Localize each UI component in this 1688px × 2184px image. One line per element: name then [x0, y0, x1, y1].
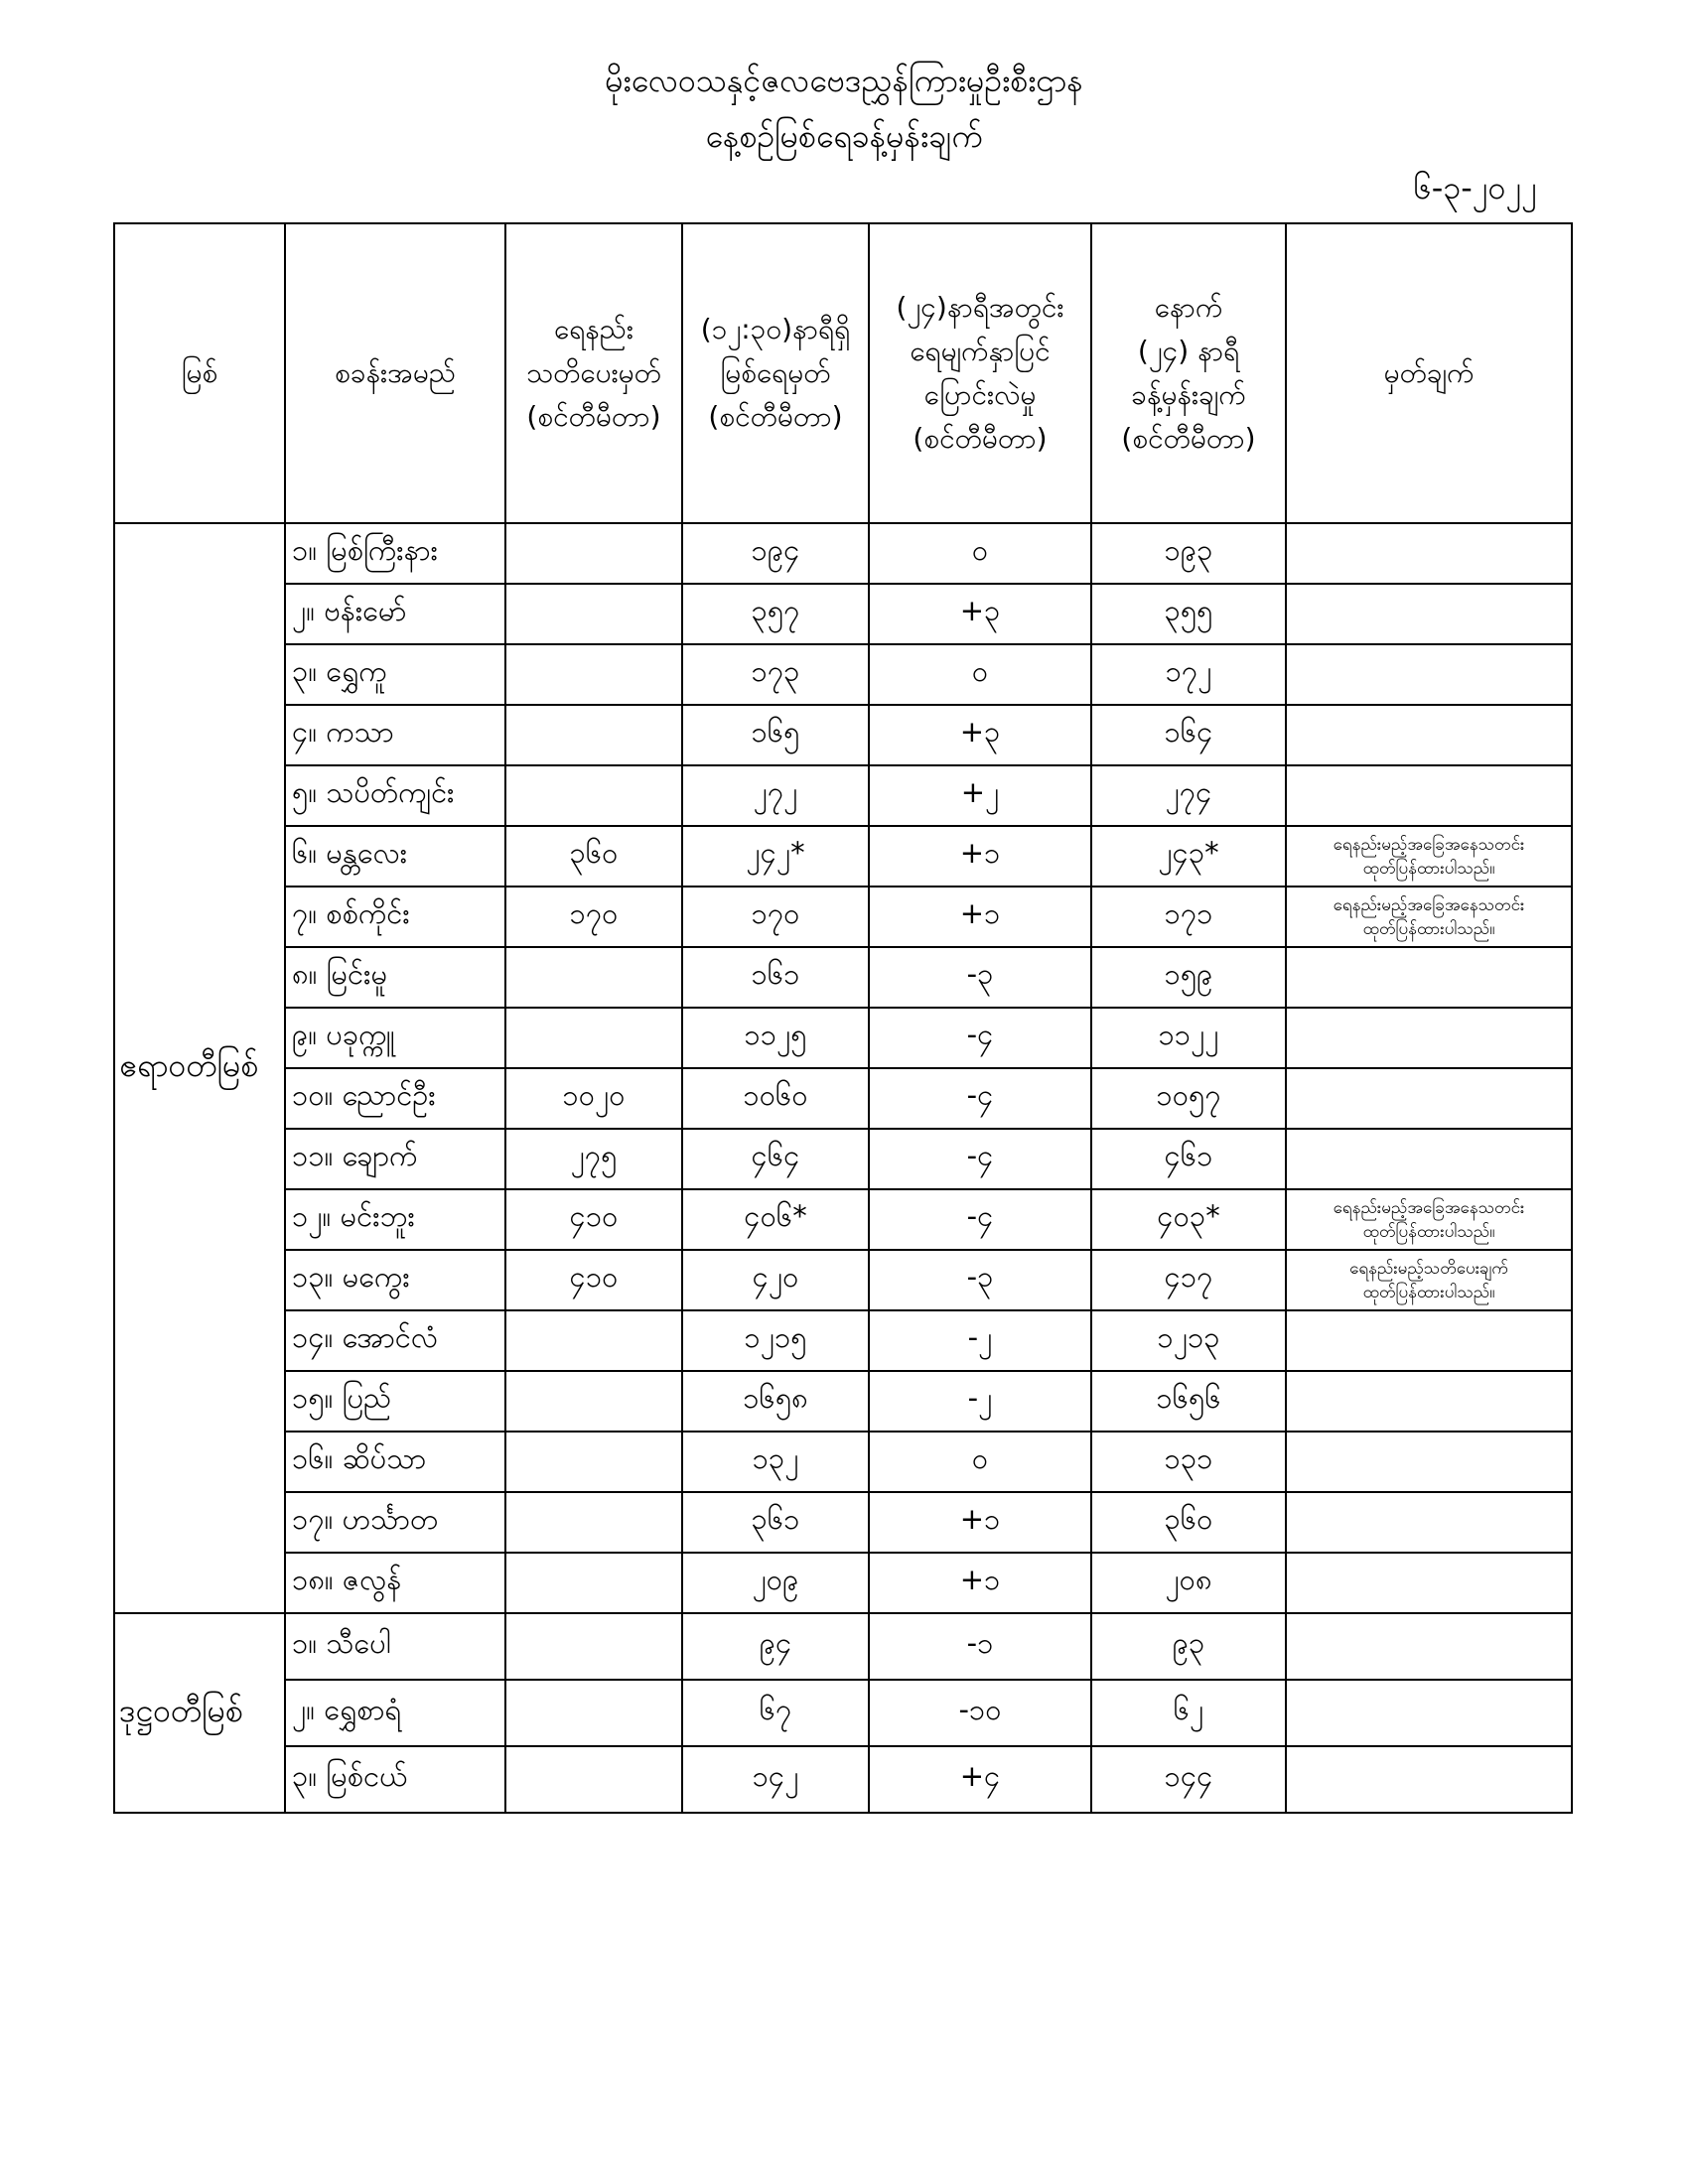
- table-row: [114, 887, 1572, 947]
- water-level-cell: ၉၄: [682, 1613, 869, 1680]
- table-row: [114, 765, 1572, 826]
- remark-line: ရေနည်းမည့်သတိပေးချက်: [1349, 1258, 1508, 1279]
- station-name: ၂။ ရွှေစာရံ: [285, 1680, 505, 1746]
- station-name: ၁၀။ ညောင်ဦး: [285, 1068, 505, 1129]
- danger-level-cell: ၄၁၀: [505, 1250, 682, 1310]
- remark-cell: [1286, 1746, 1572, 1813]
- forecast-cell: ၄၆၁: [1091, 1129, 1286, 1189]
- river-name: ဒုဋ္ဌဝတီမြစ်: [114, 1613, 285, 1813]
- water-level-cell: ၁၆၅: [682, 705, 869, 765]
- danger-level-cell: ၃၆၀: [505, 826, 682, 887]
- station-name: ၁၂။ မင်းဘူး: [285, 1189, 505, 1250]
- forecast-cell: ၉၃: [1091, 1613, 1286, 1680]
- water-level-cell: ၁၂၁၅: [682, 1310, 869, 1371]
- forecast-cell: ၄၁၇: [1091, 1250, 1286, 1310]
- change-cell: -၂: [869, 1371, 1091, 1432]
- danger-level-cell: [505, 523, 682, 584]
- forecast-cell: ၁၄၄: [1091, 1746, 1286, 1813]
- station-name: ၅။ သပိတ်ကျင်း: [285, 765, 505, 826]
- water-level-cell: ၄၂၀: [682, 1250, 869, 1310]
- remark-cell: [1286, 1250, 1572, 1310]
- header-water-level: (၁၂:၃၀)နာရီရှိ မြစ်ရေမှတ် (စင်တီမီတာ): [682, 223, 869, 523]
- header-remark: မှတ်ချက်: [1286, 223, 1572, 523]
- station-name: ၁၃။ မကွေး: [285, 1250, 505, 1310]
- danger-level-cell: [505, 584, 682, 644]
- table-row: [114, 826, 1572, 887]
- water-level-cell: ၁၄၂: [682, 1746, 869, 1813]
- station-name: ၁၄။ အောင်လံ: [285, 1310, 505, 1371]
- river-name: ဧရာဝတီမြစ်: [114, 523, 285, 1613]
- remark-cell: [1286, 705, 1572, 765]
- station-name: ၁။ မြစ်ကြီးနား: [285, 523, 505, 584]
- change-cell: -၄: [869, 1068, 1091, 1129]
- danger-level-cell: ၂၇၅: [505, 1129, 682, 1189]
- station-name: ၄။ ကသာ: [285, 705, 505, 765]
- change-cell: +၁: [869, 887, 1091, 947]
- remark-line: ထုတ်ပြန်ထားပါသည်။: [1362, 858, 1495, 879]
- change-cell: -၄: [869, 1189, 1091, 1250]
- station-name: ၈။ မြင်းမူ: [285, 947, 505, 1008]
- forecast-cell: ၁၁၂၂: [1091, 1008, 1286, 1068]
- water-level-cell: ၂၇၂: [682, 765, 869, 826]
- table-row: [114, 644, 1572, 705]
- table-row: [114, 1371, 1572, 1432]
- remark-line: ရေနည်းမည့်အခြေအနေသတင်း: [1333, 1197, 1525, 1218]
- header-river: မြစ်: [114, 223, 285, 523]
- danger-level-cell: [505, 1492, 682, 1553]
- danger-level-cell: [505, 1371, 682, 1432]
- change-cell: ၀: [869, 1432, 1091, 1492]
- danger-level-cell: [505, 1008, 682, 1068]
- remark-cell: [1286, 1310, 1572, 1371]
- station-name: ၃။ မြစ်ငယ်: [285, 1746, 505, 1813]
- change-cell: -၃: [869, 1250, 1091, 1310]
- remark-cell: [1286, 1613, 1572, 1680]
- remark-cell: [1286, 644, 1572, 705]
- remark-cell: [1286, 1189, 1572, 1250]
- change-cell: -၂: [869, 1310, 1091, 1371]
- table-row: [114, 1432, 1572, 1492]
- station-name: ၁၆။ ဆိပ်သာ: [285, 1432, 505, 1492]
- remark-cell: [1286, 1680, 1572, 1746]
- forecast-cell: ၁၃၁: [1091, 1432, 1286, 1492]
- danger-level-cell: [505, 1613, 682, 1680]
- table-row: [114, 705, 1572, 765]
- forecast-cell: ၂၀၈: [1091, 1553, 1286, 1613]
- table-row: [114, 1613, 1572, 1680]
- danger-level-cell: [505, 1680, 682, 1746]
- remark-line: ထုတ်ပြန်ထားပါသည်။: [1362, 1282, 1495, 1302]
- table-row: [114, 1068, 1572, 1129]
- remark-cell: [1286, 826, 1572, 887]
- table-row: [114, 947, 1572, 1008]
- report-date: ၆-၃-၂၀၂၂: [1413, 169, 1537, 206]
- table-row: [114, 1680, 1572, 1746]
- remark-cell: [1286, 1492, 1572, 1553]
- table-row: [114, 1310, 1572, 1371]
- remark-cell: [1286, 523, 1572, 584]
- remark-cell: [1286, 1371, 1572, 1432]
- danger-level-cell: ၁၀၂၀: [505, 1068, 682, 1129]
- forecast-cell: ၁၉၃: [1091, 523, 1286, 584]
- forecast-cell: ၂၄၃*: [1091, 826, 1286, 887]
- danger-level-cell: [505, 1746, 682, 1813]
- danger-level-cell: [505, 765, 682, 826]
- forecast-cell: ၁၇၁: [1091, 887, 1286, 947]
- station-name: ၁။ သီပေါ: [285, 1613, 505, 1680]
- remark-line: ရေနည်းမည့်အခြေအနေသတင်း: [1333, 834, 1525, 855]
- header-row: [114, 223, 1572, 523]
- remark-cell: [1286, 1129, 1572, 1189]
- danger-level-cell: ၄၁၀: [505, 1189, 682, 1250]
- change-cell: ၀: [869, 523, 1091, 584]
- forecast-cell: ၃၅၅: [1091, 584, 1286, 644]
- danger-level-cell: ၁၇၀: [505, 887, 682, 947]
- water-level-cell: ၂၀၉: [682, 1553, 869, 1613]
- forecast-cell: ၁၆၅၆: [1091, 1371, 1286, 1432]
- station-name: ၉။ ပခုက္ကူ: [285, 1008, 505, 1068]
- change-cell: -၁: [869, 1613, 1091, 1680]
- water-level-cell: ၁၀၆၀: [682, 1068, 869, 1129]
- water-level-cell: ၁၆၅၈: [682, 1371, 869, 1432]
- remark-cell: [1286, 1008, 1572, 1068]
- remark-cell: [1286, 765, 1572, 826]
- table-row: [114, 1553, 1572, 1613]
- water-level-cell: ၃၅၇: [682, 584, 869, 644]
- change-cell: -၁၀: [869, 1680, 1091, 1746]
- forecast-cell: ၁၂၁၃: [1091, 1310, 1286, 1371]
- table-row: [114, 1250, 1572, 1310]
- water-level-cell: ၁၉၄: [682, 523, 869, 584]
- table-row: [114, 523, 1572, 584]
- header-station: စခန်းအမည်: [285, 223, 505, 523]
- change-cell: +၃: [869, 584, 1091, 644]
- danger-level-cell: [505, 705, 682, 765]
- station-name: ၁၇။ ဟင်္သာတ: [285, 1492, 505, 1553]
- change-cell: +၄: [869, 1746, 1091, 1813]
- remark-cell: [1286, 887, 1572, 947]
- change-cell: +၁: [869, 826, 1091, 887]
- forecast-cell: ၂၇၄: [1091, 765, 1286, 826]
- station-name: ၃။ ရွှေကူ: [285, 644, 505, 705]
- page-title: မိုးလေဝသနှင့်ဇလဗေဒညွှန်ကြားမှုဦးစီးဌာန: [605, 62, 1083, 99]
- water-level-cell: ၄၀၆*: [682, 1189, 869, 1250]
- change-cell: -၃: [869, 947, 1091, 1008]
- forecast-cell: ၁၇၂: [1091, 644, 1286, 705]
- header-change: (၂၄)နာရီအတွင်း ရေမျက်နှာပြင် ပြောင်းလဲမှု (စင်တီမီတာ): [869, 223, 1091, 523]
- water-level-cell: ၆၇: [682, 1680, 869, 1746]
- water-level-cell: ၁၁၂၅: [682, 1008, 869, 1068]
- header-forecast: နောက် (၂၄) နာရီ ခန့်မှန်းချက် (စင်တီမီတာ): [1091, 223, 1286, 523]
- station-name: ၇။ စစ်ကိုင်း: [285, 887, 505, 947]
- change-cell: -၄: [869, 1129, 1091, 1189]
- remark-cell: [1286, 1068, 1572, 1129]
- table-row: [114, 1492, 1572, 1553]
- station-name: ၁၁။ ချောက်: [285, 1129, 505, 1189]
- remark-cell: [1286, 1432, 1572, 1492]
- river-forecast-table: [113, 222, 1573, 1814]
- water-level-cell: ၁၆၁: [682, 947, 869, 1008]
- header-danger-level: ရေနည်း သတိပေးမှတ် (စင်တီမီတာ): [505, 223, 682, 523]
- station-name: ၁၈။ ဇလွန်: [285, 1553, 505, 1613]
- water-level-cell: ၃၆၁: [682, 1492, 869, 1553]
- forecast-cell: ၁၀၅၇: [1091, 1068, 1286, 1129]
- remark-line: ထုတ်ပြန်ထားပါသည်။: [1362, 918, 1495, 939]
- water-level-cell: ၂၄၂*: [682, 826, 869, 887]
- remark-cell: [1286, 1553, 1572, 1613]
- forecast-cell: ၃၆၀: [1091, 1492, 1286, 1553]
- danger-level-cell: [505, 1310, 682, 1371]
- station-name: ၂။ ဗန်းမော်: [285, 584, 505, 644]
- danger-level-cell: [505, 947, 682, 1008]
- change-cell: -၄: [869, 1008, 1091, 1068]
- danger-level-cell: [505, 644, 682, 705]
- change-cell: ၀: [869, 644, 1091, 705]
- table-row: [114, 584, 1572, 644]
- water-level-cell: ၁၇၀: [682, 887, 869, 947]
- remark-cell: [1286, 584, 1572, 644]
- group-ayeyarwady: [114, 523, 1572, 1613]
- change-cell: +၂: [869, 765, 1091, 826]
- table-row: [114, 1008, 1572, 1068]
- water-level-cell: ၄၆၄: [682, 1129, 869, 1189]
- station-name: ၁၅။ ပြည်: [285, 1371, 505, 1432]
- remark-line: ထုတ်ပြန်ထားပါသည်။: [1362, 1221, 1495, 1242]
- change-cell: +၁: [869, 1553, 1091, 1613]
- remark-line: ရေနည်းမည့်အခြေအနေသတင်း: [1333, 894, 1525, 915]
- danger-level-cell: [505, 1432, 682, 1492]
- water-level-cell: ၁၃၂: [682, 1432, 869, 1492]
- change-cell: +၁: [869, 1492, 1091, 1553]
- forecast-cell: ၁၆၄: [1091, 705, 1286, 765]
- page-subtitle: နေ့စဉ်မြစ်ရေခန့်မှန်းချက်: [705, 117, 983, 155]
- forecast-cell: ၄၀၃*: [1091, 1189, 1286, 1250]
- station-name: ၆။ မန္တလေး: [285, 826, 505, 887]
- danger-level-cell: [505, 1553, 682, 1613]
- table-row: [114, 1746, 1572, 1813]
- water-level-cell: ၁၇၃: [682, 644, 869, 705]
- table-row: [114, 1189, 1572, 1250]
- forecast-cell: ၁၅၉: [1091, 947, 1286, 1008]
- group-myitnge: [114, 1613, 1572, 1813]
- forecast-cell: ၆၂: [1091, 1680, 1286, 1746]
- remark-cell: [1286, 947, 1572, 1008]
- table-row: [114, 1129, 1572, 1189]
- change-cell: +၃: [869, 705, 1091, 765]
